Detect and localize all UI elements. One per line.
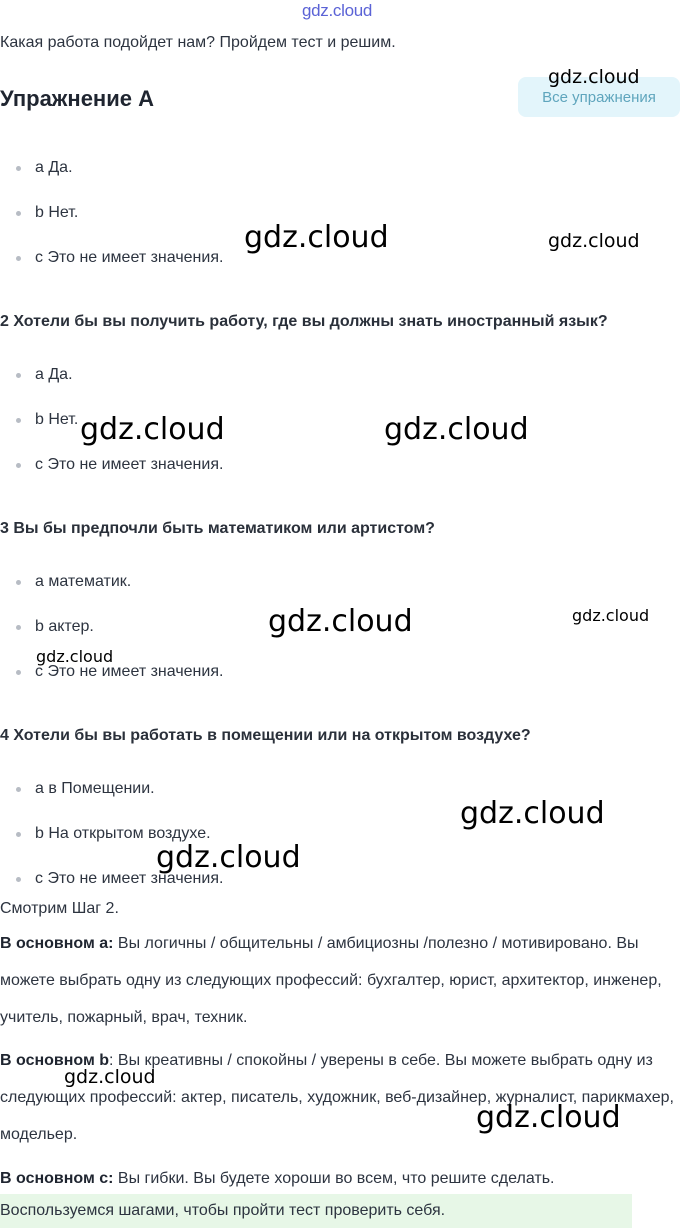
option-label: c Это не имеет значения. — [35, 249, 224, 266]
result-b — [0, 1042, 680, 1153]
intro-text: Какая работа подойдет нам? Пройдем тест и решим. — [0, 34, 396, 51]
watermark: gdz.cloud — [548, 66, 640, 88]
highlight-note: Воспользуемся шагами, чтобы пройти тест проверить себя. — [0, 1194, 632, 1228]
q2-option-b — [16, 411, 78, 429]
bullet-icon — [16, 211, 21, 216]
option-label: b Нет. — [35, 204, 79, 221]
step-text: Смотрим Шаг 2. — [0, 900, 119, 917]
bullet-icon — [16, 580, 21, 585]
bullet-icon — [16, 877, 21, 882]
option-label: a в Помещении. — [35, 780, 155, 797]
question-2: 2 Хотели бы вы получить работу, где вы должны знать иностранный язык? — [0, 313, 608, 330]
watermark: gdz.cloud — [476, 1100, 621, 1135]
bullet-icon — [16, 256, 21, 261]
option-label: c Это не имеет значения. — [35, 870, 224, 887]
site-link[interactable]: gdz.cloud — [302, 1, 373, 20]
all-exercises-button[interactable]: Все упражнения — [518, 77, 680, 117]
option-label: a Да. — [35, 159, 73, 176]
option-label: b актер. — [35, 618, 94, 635]
q2-option-c — [16, 456, 223, 474]
bullet-icon — [16, 463, 21, 468]
bullet-icon — [16, 625, 21, 630]
q3-option-a — [16, 573, 131, 591]
watermark: gdz.cloud — [548, 230, 640, 252]
q4-option-a — [16, 780, 155, 798]
watermark: gdz.cloud — [80, 412, 225, 447]
watermark: gdz.cloud — [244, 220, 389, 255]
result-a — [0, 925, 680, 1036]
watermark: gdz.cloud — [460, 796, 605, 831]
exercise-title: Упражнение A — [0, 86, 154, 111]
watermark: gdz.cloud — [156, 840, 301, 875]
result-b-text: : Вы креативны / спокойны / уверены в себе. Вы можете выбрать одну из следующих профессий: актер, писатель, художник, веб-дизайнер, журналист, парикмахер, модельер. — [0, 1052, 674, 1143]
bullet-icon — [16, 166, 21, 171]
option-label: a Да. — [35, 366, 73, 383]
q1-option-b — [16, 204, 78, 222]
option-label: c Это не имеет значения. — [35, 663, 224, 680]
option-label: b Нет. — [35, 411, 79, 428]
option-label: b На открытом воздухе. — [35, 825, 211, 842]
option-label: a математик. — [35, 573, 132, 590]
watermark: gdz.cloud — [36, 647, 114, 666]
watermark: gdz.cloud — [64, 1066, 156, 1088]
bullet-icon — [16, 418, 21, 423]
result-c-text: Вы гибки. Вы будете хороши во всем, что решите сделать. — [113, 1170, 555, 1187]
bullet-icon — [16, 787, 21, 792]
result-b-label: В основном b — [0, 1052, 110, 1069]
q2-option-a — [16, 366, 73, 384]
question-3: 3 Вы бы предпочли быть математиком или артистом? — [0, 520, 435, 537]
bullet-icon — [16, 373, 21, 378]
q1-option-a — [16, 159, 73, 177]
option-label: c Это не имеет значения. — [35, 456, 224, 473]
watermark: gdz.cloud — [384, 412, 529, 447]
bullet-icon — [16, 832, 21, 837]
q1-option-c — [16, 249, 223, 267]
watermark: gdz.cloud — [268, 604, 413, 639]
result-c — [0, 1160, 680, 1197]
watermark: gdz.cloud — [572, 606, 650, 625]
result-a-label: В основном a: — [0, 935, 114, 952]
result-a-text: Вы логичны / общительны / амбициозны /полезно / мотивировано. Вы можете выбрать одну из следующих профессий: бухгалтер, юрист, архитектор, инженер, учитель, пожарный, врач, техник. — [0, 935, 662, 1026]
result-c-label: В основном c: — [0, 1170, 114, 1187]
question-4: 4 Хотели бы вы работать в помещении или на открытом воздухе? — [0, 727, 531, 744]
bullet-icon — [16, 670, 21, 675]
q3-option-b — [16, 618, 94, 636]
